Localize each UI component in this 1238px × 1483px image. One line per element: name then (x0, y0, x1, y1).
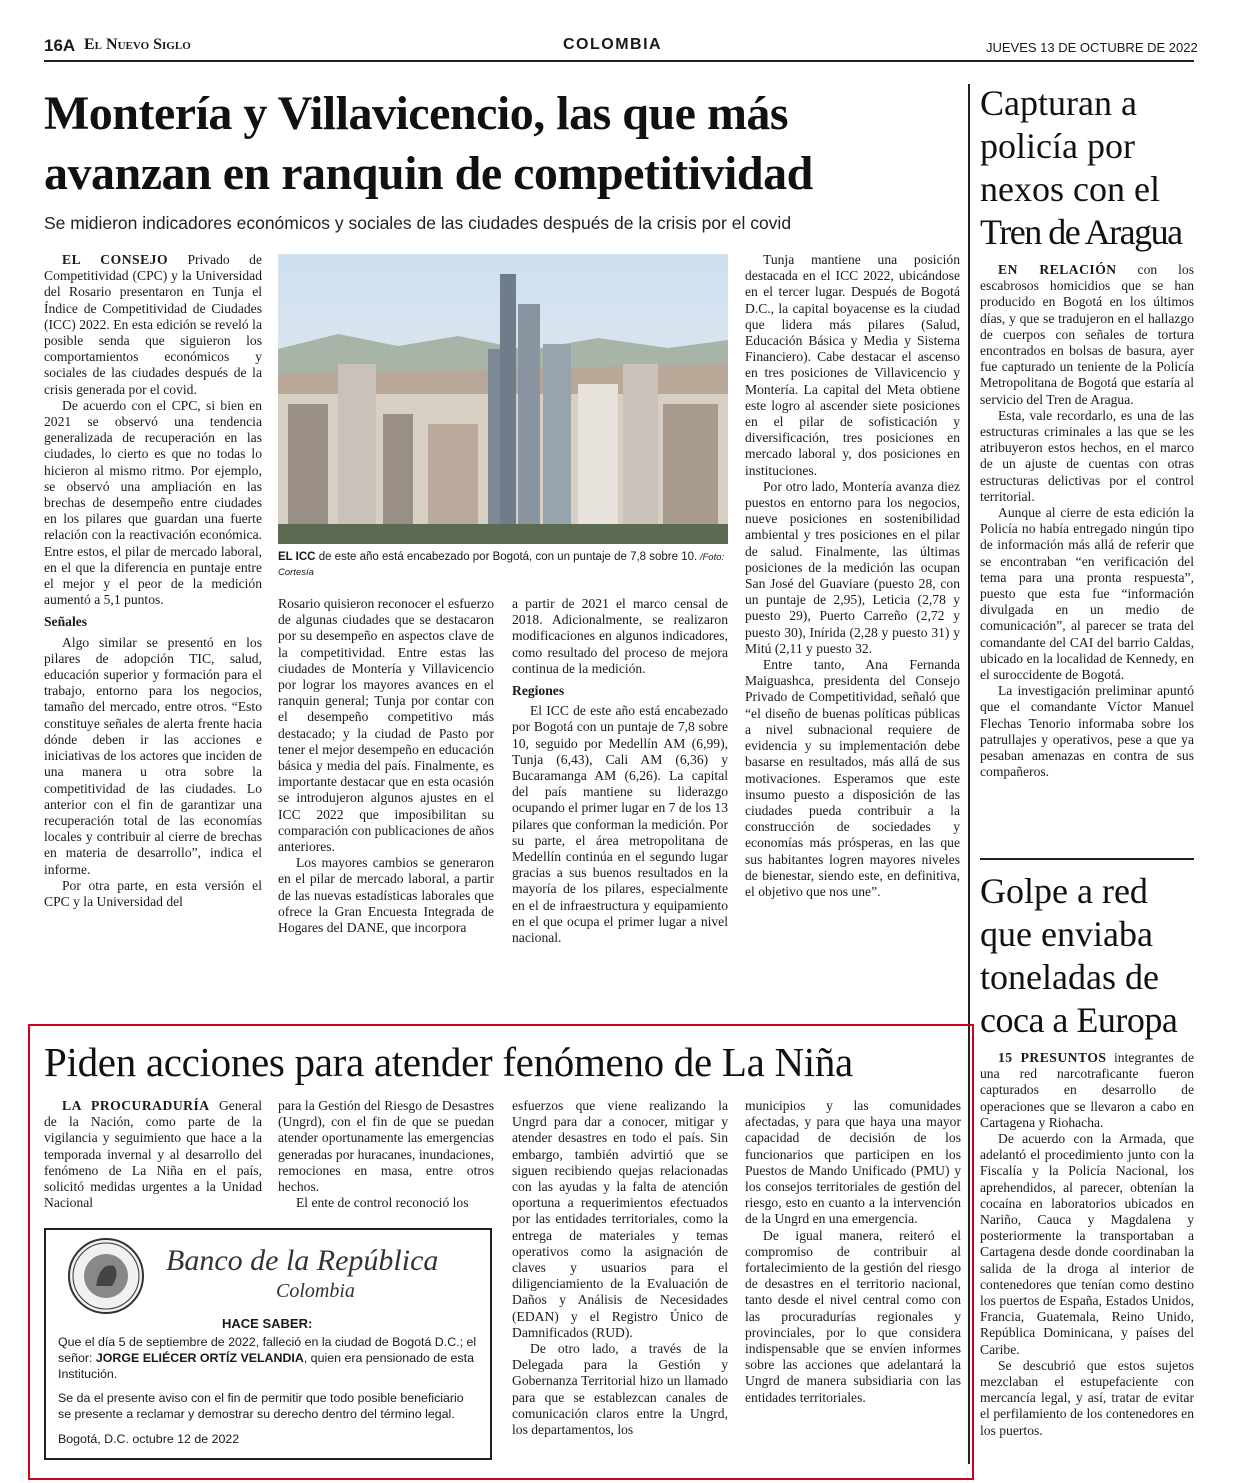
side2-headline-l1: Golpe a red (980, 871, 1148, 911)
photo-credit: /Foto: Cortesía (278, 552, 725, 578)
nina-c4-p2: De igual manera, reiteró el compromiso de contribuir al fortalecimiento de la gestión del riesgo de desastres en el territorio nacional, tanto desde el nivel central como con las procuradurías regionales y provinciales, por lo que considera indispensable que se envíen informes sobre las acciones que adelantará la Ungrd de manera subsidiaria con las entidades territoriales. (745, 1227, 961, 1405)
side2-headline (980, 870, 1194, 1042)
main-column-2 (278, 596, 494, 936)
photo-caption-text: de este año está encabezado por Bogotá, con un puntaje de 7,8 sobre 10. (315, 551, 698, 563)
nina-c3-p2: De otro lado, a través de la Delegada para la Gestión y Gobernanza Territorial hizo un llamado para que se establezcan canales de comunicación claros entre la Ungrd, los departamentos, los (512, 1341, 728, 1438)
side2-body (980, 1050, 1194, 1439)
main-deck: Se midieron indicadores económicos y sociales de las ciudades después de la crisis por el covid (44, 213, 792, 233)
main-kicker: EL CONSEJO (62, 252, 169, 267)
notice-line1-b: , quien era pensionado de esta Institución. (58, 1351, 474, 1381)
nina-column-2 (278, 1098, 494, 1211)
side2-p2: De acuerdo con la Armada, que adelantó el procedimiento junto con la Fiscalía y la Policía Nacional, los aprehendidos, al parecer, obtenían la cocaína en laboratorios ubicados en Nariño, Cauca y Magdalena y posteriormente la transportaban a Cartagena desde donde coordinaban la salida de la droga al interior de contenedores que tenían como destino los puertos de España, Estados Unidos, Francia, Guatemala, Reino Unido, República Dominicana, y países del Caribe. (980, 1131, 1194, 1357)
main-col1-p4: Por otra parte, en esta versión el CPC y la Universidad del (44, 877, 262, 909)
issue-date: JUEVES 13 DE OCTUBRE DE 2022 (986, 40, 1198, 55)
nina-column-4 (745, 1098, 961, 1406)
main-col1-p3: Algo similar se presentó en los pilares de adopción TIC, salud, educación superior y formación para el trabajo, entorno para los negocios, tamaño del mercado, entre otros. “Esto constituye señales de alerta frente hacia dónde deben ir las acciones e iniciativas de los actores que inciden de una manera u otra sobre la competitividad de las ciudades. Lo anterior con el fin de garantizar una recuperación total de las economías locales y contribuir al cierre de brechas en materia de desarrollo”, indica el informe. (44, 634, 262, 877)
side1-headline (980, 82, 1194, 254)
main-column-4 (745, 252, 960, 900)
side1-headline-l4: Tren de Aragua (980, 212, 1182, 252)
main-col4-p1: Tunja mantiene una posición destacada en el ICC 2022, ubicándose en el tercer lugar. Después de Bogotá D.C., la capital boyacense es la ciudad que lidera más pilares (Salud, Educación Básica y Media y Sistema Financiero). Cabe destacar el ascenso en tres posiciones de Villavicencio y Montería. La capital del Meta obtiene este logro al ascender siete posiciones en el pilar de sofisticación y diversificación, tres posiciones en mercado laboral y, dos posiciones en instituciones. (745, 252, 960, 478)
notice-sign: Bogotá, D.C. octubre 12 de 2022 (58, 1432, 240, 1446)
side1-p1: con los escabrosos homicidios que se han producido en Bogotá en los últimos días, y que se tradujeron en el hallazgo de cuerpos con señales de tortura encontrados en bolsas de basura, ayer fue capturado un teniente de la Policía Metropolitana de Bogotá que estaría al servicio del Tren de Aragua. (980, 262, 1194, 407)
nina-column-3 (512, 1098, 728, 1438)
main-headline-line1: Montería y Villavicencio, las que más (44, 87, 789, 140)
main-col1-p1: Privado de Competitividad (CPC) y la Universidad del Rosario presentaron en Tunja el Índice de Competitividad de Ciudades (ICC) 2022. En esta edición se reveló la posible senda que siguieron los comportamientos económicos y sociales de las ciudades después de la crisis generada por el covid. (44, 252, 262, 397)
notice-line1-a: Que el día 5 de septiembre de 2022, falleció en la ciudad de Bogotá D.C.; el señor: (58, 1335, 477, 1365)
nina-c3-p1: esfuerzos que viene realizando la Ungrd para dar a conocer, mitigar y atender desastres en todo el país. Sin embargo, también advirtió que se siguen recibiendo quejas relacionadas con las ayudas y la falta de atención oportuna a requerimientos efectuados por las entidades territoriales, como la entrega de materiales y temas operativos como la asignación de claves y usuarios para el diligenciamiento de la Evaluación de Daños y Análisis de Necesidades (EDAN) y el Registro Único de Damnificados (RUD). (512, 1098, 728, 1340)
bank-notice (44, 1228, 492, 1460)
side2-headline-l2: que enviaba (980, 914, 1153, 954)
side1-p3: Aunque al cierre de esta edición la Policía no había entregado ningún tipo de información más allá de referir que se encontraban “en verificación del tema para una pronta respuesta”, puesto que esta fue “información divulgada en un medio de comunicación”, al parecer se trata del comandante del CAI del barrio Caldas, ubicado en la localidad de Kennedy, en el suroccidente de Bogotá. (980, 505, 1194, 683)
side1-p4: La investigación preliminar apuntó que el comandante Víctor Manuel Flechas Tenorio informaba sobre los patrullajes y operativos, pese a que ya pesaban amenazas en contra de sus compañeros. (980, 683, 1194, 780)
side1-kicker: EN RELACIÓN (998, 262, 1117, 277)
notice-text-1 (58, 1334, 480, 1382)
main-col1-p2: De acuerdo con el CPC, si bien en 2021 se observó una tendencia generalizada de recuperación en las ciudades, lo cierto es que no todas lo hicieron al mismo ritmo. Por ejemplo, se observó una ampliación en las brechas de desempeño entre ciudades en los pilares que guardan una fuerte relación con la reactivación económica. Entre estos, el pilar de mercado laboral, en el que la diferencia en puntaje entre el mejor y el peor de la medición aumentó a 5,1 puntos. (44, 397, 262, 608)
main-col2-p1: Rosario quisieron reconocer el esfuerzo de algunas ciudades que se destacaron por su desempeño en aspectos clave de la competitividad. Entre estas las ciudades de Montería y Villavicencio por lograr los mayores avances en el ranquin general; Tunja por contar con el desempeño competitivo más destacado; y la ciudad de Pasto por tener el mejor desempeño en educación básica y media del país. Finalmente, es importante destacar que en esta ocasión se introdujeron algunos ajustes en el ICC 2022 que imposibilitan su comparación con publicaciones de años anteriores. (278, 596, 494, 855)
main-headline (44, 84, 964, 204)
side2-p1: integrantes de una red narcotraficante fueron capturados en desarrollo de operaciones que se llevaron a cabo en Cartagena y Riohacha. (980, 1050, 1194, 1130)
nina-kicker: LA PROCURADURÍA (62, 1098, 210, 1113)
nina-c2-p2: El ente de control reconoció los (296, 1195, 469, 1211)
city-photo (278, 254, 728, 544)
side1-headline-l2: policía por (980, 126, 1135, 166)
nina-c4-p1: municipios y las comunidades afectadas, y para que haya una mayor capacidad de decisión de los funcionarios que participen en los Puestos de Mando Unificado (PMU) y los consejos territoriales de gestión del riesgo, esto en cuanto a la intervención de la Ungrd en una emergencia. (745, 1098, 961, 1227)
page-number: 16A (44, 36, 76, 55)
header-rule (44, 60, 1194, 62)
section-name: COLOMBIA (563, 36, 663, 53)
main-col4-p2: Por otro lado, Montería avanza diez puestos en entorno para los negocios, nueve posiciones en sostenibilidad ambiental y tres posiciones en el pilar de salud. Finalmente, las últimas posiciones de la medición las ocupan San José del Guaviare (puesto 28, con un puntaje de 2,95), Leticia (2,78 y puesto 29), Puerto Carreño (2,72 y puesto 30), Inírida (2,28 y puesto 31) y Mitú (2,11 y puesto 32. (745, 478, 960, 656)
main-column-3 (512, 596, 728, 946)
main-col4-p3: Entre tanto, Ana Fernanda Maiguashca, presidenta del Consejo Privado de Competitividad, señaló que “el diseño de buenas políticas públicas a nivel subnacional requiere de evidencia y su implementación debe basarse en resultados, más allá de sus motivaciones. Esperamos que este insumo puesto a disposición de las ciudades pueda contribuir a la construcción de sociedades y economías más prósperas, en las que sus habitantes logren mayores niveles de bienestar, siendo este, en definitiva, el objetivo que nos une”. (745, 657, 960, 899)
main-col3-p2: El ICC de este año está encabezado por Bogotá con un puntaje de 7,8 sobre 10, seguido por Medellín AM (6,99), Tunja (6,43), Cali AM (6,36) y Bucaramanga AM (6,26). La capital del país mantiene su liderazgo ocupando el primer lugar en 7 de los 13 pilares que conforman la medición. Por su parte, el área metropolitana de Medellín continúa en el segundo lugar gracias a sus buenos resultados en la mayoría de los pilares, especialmente en el de infraestructura y equipamiento en el que ocupa el primer lugar a nivel nacional. (512, 703, 728, 946)
nina-c2-p1: para la Gestión del Riesgo de Desastres (Ungrd), con el fin de que se puedan atender oportunamente las emergencias generadas por huracanes, inundaciones, remociones en masa, entre otros hechos. (278, 1098, 494, 1195)
photo-caption (278, 550, 728, 580)
side2-headline-l4: coca a Europa (980, 1000, 1178, 1040)
nina-column-1 (44, 1098, 262, 1211)
bogota-skyline-image (278, 254, 728, 544)
side2-kicker: 15 PRESUNTOS (998, 1050, 1107, 1065)
side2-p3: Se descubrió que estos sujetos mezclaban el estupefaciente con mercancía legal, y así, tratar de evitar el perfilamiento de los contenedores en los puertos. (980, 1357, 1194, 1438)
bank-seal-icon (68, 1238, 144, 1314)
side2-headline-l3: toneladas de (980, 957, 1159, 997)
subhead-senales: Señales (44, 614, 88, 630)
notice-name: JORGE ELIÉCER ORTÍZ VELANDIA (95, 1351, 304, 1365)
main-col3-p1: a partir de 2021 el marco censal de 2018. Adicionalmente, se realizaron modificaciones en algunos indicadores, como resultado del proceso de mejora continua de la medición. (512, 596, 728, 676)
nina-headline: Piden acciones para atender fenómeno de La Niña (44, 1039, 853, 1085)
nina-c1: General de la Nación, como parte de la vigilancia y seguimiento que hace a la temporada invernal y al desarrollo del fenómeno de La Niña en el país, solicitó medidas urgentes a la Unidad Nacional (44, 1098, 262, 1211)
side-separator (980, 858, 1194, 860)
subhead-regiones: Regiones (512, 683, 565, 699)
side1-headline-l3: nexos con el (980, 169, 1160, 209)
bank-country: Colombia (276, 1280, 355, 1302)
side1-headline-l1: Capturan a (980, 83, 1137, 123)
main-col2-p2: Los mayores cambios se generaron en el pilar de mercado laboral, a partir de las nuevas estadísticas laborales que ofrece la Gran Encuesta Integrada de Hogares del DANE, que incorpora (278, 855, 494, 936)
main-column-1 (44, 252, 262, 910)
main-headline-line2: avanzan en ranquin de competitividad (44, 147, 813, 200)
hace-saber: HACE SABER: (222, 1316, 313, 1331)
notice-text-2: Se da el presente aviso con el fin de permitir que todo posible beneficiario se presente a reclamar y demostrar su derecho dentro del término legal. (58, 1391, 464, 1421)
side1-p2: Esta, vale recordarlo, es una de las estructuras criminales a las que se les atribuyeron estos hechos, en el marco de un ajuste de cuentas con otras estructuras delictivas por el control territorial. (980, 407, 1194, 504)
newspaper-name: El Nuevo Siglo (84, 36, 191, 53)
side1-body (980, 262, 1194, 781)
photo-caption-bold: EL ICC (278, 551, 316, 563)
bank-name: Banco de la República (166, 1244, 439, 1277)
